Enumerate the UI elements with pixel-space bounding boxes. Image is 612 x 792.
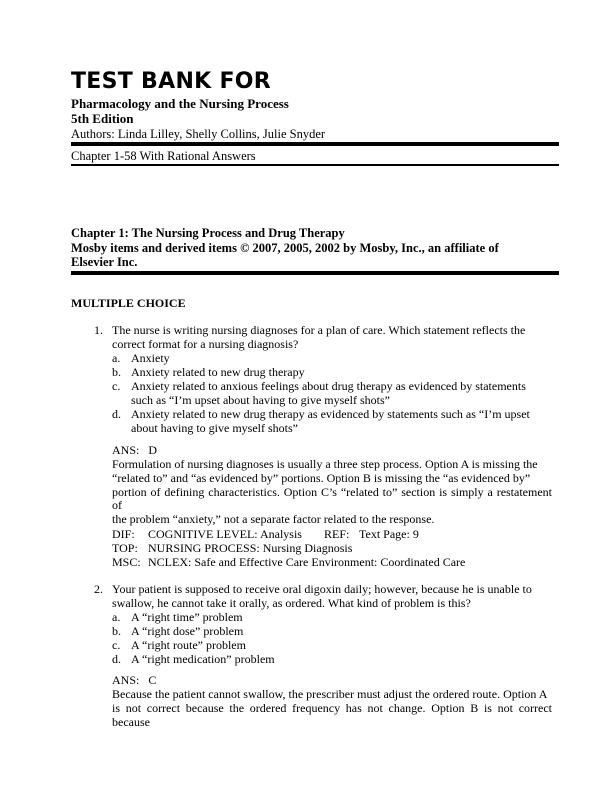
rationale-line: the problem “anxiety,” not a separate factor related to the response. xyxy=(112,512,435,527)
option-text: Anxiety related to new drug therapy as evidenced by statements such as “I’m upset xyxy=(131,407,530,421)
msc-value: NCLEX: Safe and Effective Care Environment: Coordinated Care xyxy=(148,555,466,569)
option-letter: c. xyxy=(112,379,121,393)
rationale-line: portion of defining characteristics. Option C’s “related to” section is simply a restatement of xyxy=(112,484,552,513)
answer-label: ANS: xyxy=(112,673,140,687)
rationale-line: Formulation of nursing diagnoses is usually a three step process. Option A is missing the xyxy=(112,457,538,471)
rationale-line: Because the patient cannot swallow, the prescriber must adjust the ordered route. Option A xyxy=(112,687,548,701)
book-title: Pharmacology and the Nursing Process xyxy=(71,96,289,111)
option-letter: d. xyxy=(112,407,121,421)
option-letter: b. xyxy=(112,624,121,638)
rationale-line: “related to” and “as evidenced by” portions. Option B is missing the “as evidenced by” xyxy=(112,470,531,485)
option-text: A “right medication” problem xyxy=(131,652,275,666)
copyright-line-2: Elsevier Inc. xyxy=(71,255,138,269)
dif-value: COGNITIVE LEVEL: Analysis xyxy=(148,527,302,541)
option-text: such as “I’m upset about having to give myself shots” xyxy=(131,393,390,407)
top-value: NURSING PROCESS: Nursing Diagnosis xyxy=(148,541,353,555)
chapters-note: Chapter 1-58 With Rational Answers xyxy=(71,149,256,163)
chapter-title: Chapter 1: The Nursing Process and Drug Therapy xyxy=(71,226,345,240)
test-bank-title: TEST BANK FOR xyxy=(71,69,272,94)
section-heading: MULTIPLE CHOICE xyxy=(71,296,186,310)
answer xyxy=(112,444,552,458)
question-number: 2. xyxy=(94,582,103,596)
edition: 5th Edition xyxy=(71,111,134,126)
option-letter: c. xyxy=(112,638,121,652)
authors: Authors: Linda Lilley, Shelly Collins, Julie Snyder xyxy=(71,127,326,141)
option-letter: a. xyxy=(112,351,121,365)
option-text: A “right route” problem xyxy=(131,638,246,652)
question-text-line-1: The nurse is writing nursing diagnoses for a plan of care. Which statement reflects the xyxy=(112,323,526,337)
option-letter: b. xyxy=(112,365,121,379)
option-text: A “right time” problem xyxy=(131,610,243,624)
question-text-line-1: Your patient is supposed to receive oral digoxin daily; however, because he is unable to xyxy=(112,582,532,596)
ref-value: Text Page: 9 xyxy=(359,527,419,541)
question-2 xyxy=(94,582,564,729)
chapter-heading xyxy=(71,226,561,270)
dif-row xyxy=(112,528,419,542)
question-text-line-2: swallow, he cannot take it orally, as ordered. What kind of problem is this? xyxy=(112,596,471,610)
ref-label: REF: xyxy=(324,527,350,541)
answer xyxy=(112,674,552,688)
question-text-line-2: correct format for a nursing diagnosis? xyxy=(112,337,299,351)
dif-label: DIF: xyxy=(112,527,135,541)
header-rule-bottom xyxy=(71,164,559,166)
copyright-line-1: Mosby items and derived items © 2007, 2005, 2002 by Mosby, Inc., an affiliate of xyxy=(71,240,499,255)
answer-value: C xyxy=(148,673,157,687)
msc-label: MSC: xyxy=(112,555,141,569)
top-label: TOP: xyxy=(112,541,138,555)
option-text: Anxiety related to new drug therapy xyxy=(131,365,305,379)
option-letter: d. xyxy=(112,652,121,666)
option-text: Anxiety related to anxious feelings about drug therapy as evidenced by statements xyxy=(131,379,526,393)
question-number: 1. xyxy=(94,323,103,337)
rationale xyxy=(112,458,552,527)
option-text: Anxiety xyxy=(131,351,170,365)
msc-row xyxy=(112,556,465,570)
rationale-line: is not correct because the ordered frequency has not change. Option B is not correct because xyxy=(112,700,552,729)
question-1 xyxy=(94,324,564,574)
top-row xyxy=(112,542,352,556)
option-letter: a. xyxy=(112,610,121,624)
header-rule-top xyxy=(71,142,559,146)
option-text: about having to give myself shots” xyxy=(131,421,298,435)
chapter-rule xyxy=(71,271,559,275)
answer-value: D xyxy=(148,443,158,457)
answer-label: ANS: xyxy=(112,443,140,457)
option-text: A “right dose” problem xyxy=(131,624,244,638)
rationale xyxy=(112,688,552,729)
